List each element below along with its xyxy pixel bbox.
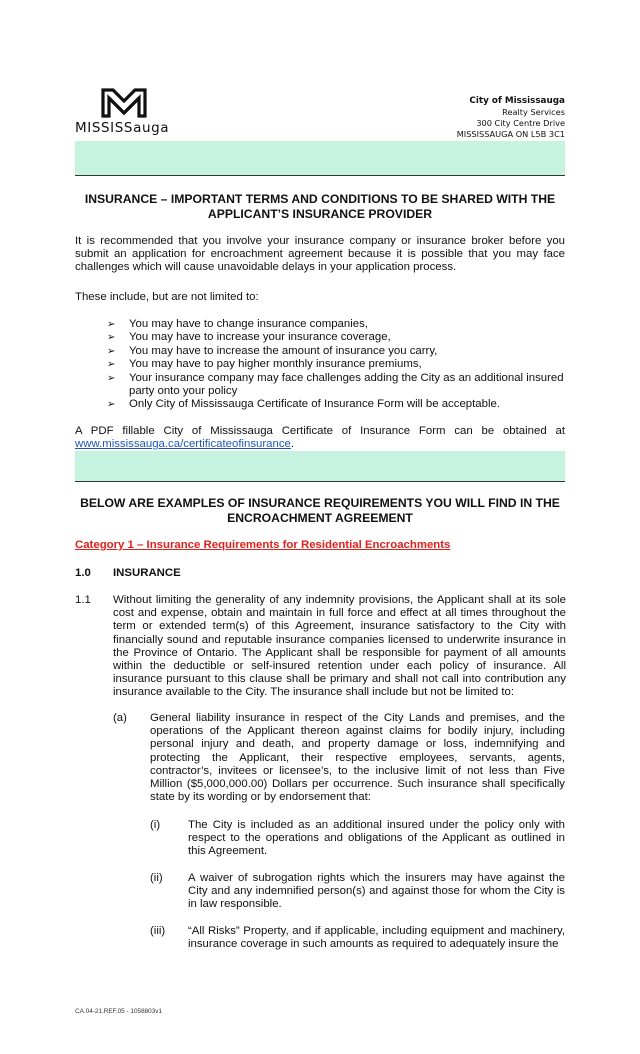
- list-item: ➢ Only City of Mississauga Certificate of Insurance Form will be acceptable.: [107, 398, 500, 411]
- list-item: ➢ You may have to increase the amount of insurance you carry,: [107, 344, 438, 357]
- pdf-form-text: A PDF fillable City of Mississauga Certificate of Insurance Form can be obtained at: [75, 425, 565, 437]
- section-title: INSURANCE: [113, 567, 181, 579]
- examples-heading: BELOW ARE EXAMPLES OF INSURANCE REQUIREMENTS YOU WILL FIND IN THE ENCROACHMENT AGREEMENT: [80, 496, 560, 525]
- item-text: The City is included as an additional insured under the policy only with respect to the operations and obligations of the Applicant as outlined in this Agreement.: [188, 819, 565, 858]
- item-label: (i): [150, 819, 161, 831]
- document-reference: CA.04-21.REF.05 - 1058803v1: [75, 1008, 163, 1015]
- highlight-band-middle: [75, 451, 565, 482]
- city-logo-wordmark: MISSISSauga: [75, 120, 170, 136]
- terms-heading: INSURANCE – IMPORTANT TERMS AND CONDITIONS TO BE SHARED WITH THE APPLICANT’S INSURANCE PROVIDER: [84, 192, 556, 221]
- item-label: (iii): [150, 925, 166, 937]
- address-org: City of Mississauga: [469, 96, 565, 106]
- list-item: ➢ You may have to pay higher monthly insurance premiums,: [107, 358, 422, 371]
- clause-number: 1.1: [75, 594, 91, 606]
- list-item: ➢ You may have to increase your insurance coverage,: [107, 331, 391, 344]
- arrow-bullet-icon: ➢: [107, 345, 116, 357]
- subclause-label: (a): [113, 712, 127, 724]
- arrow-bullet-icon: ➢: [107, 332, 116, 344]
- intro-paragraph: It is recommended that you involve your insurance company or insurance broker before you submit an application for encroachment agreement because it is possible that you may face challenges which will cause unavoidable delays in your application process.: [75, 235, 565, 274]
- highlight-band-top: [75, 141, 565, 176]
- subclause-text: General liability insurance in respect of the City Lands and premises, and the operations of the Applicant thereon against claims for bodily injury, including personal injury and death, and property damage or loss, indemnifying and protecting the Applicant, their respective employees, servants, agents, contractor’s, invitees or licensee’s, to the inclusive limit of not less than Five Million ($5,000,000.00) Dollars per occurrence. Such insurance shall specifically state by its wording or by endorsement that:: [150, 712, 565, 804]
- clause-text: Without limiting the generality of any indemnity provisions, the Applicant shall at its sole cost and expense, obtain and maintain in full force and effect at all times throughout the term or extended term(s) of this Agreement, insurance satisfactory to the City with financially sound and reputable insurance companies licensed to underwrite insurance in the Province of Ontario. The Applicant shall be responsible for payment of all amounts within the deductible or self-insured retention under each policy of insurance. All insurance pursuant to this clause shall be primary and shall not call into contribution any insurance available to the City. The insurance shall include but not be limited to:: [113, 594, 566, 699]
- return-address: [457, 96, 565, 140]
- category-heading: Category 1 – Insurance Requirements for Residential Encroachments: [75, 539, 451, 551]
- challenges-list: [107, 318, 567, 412]
- pdf-form-paragraph: A PDF fillable City of Mississauga Certificate of Insurance Form can be obtained at www.mississauga.ca/certificateofinsurance.: [75, 425, 565, 451]
- address-street: 300 City Centre Drive: [476, 118, 565, 128]
- list-item: ➢ Your insurance company may face challenges adding the City as an additional insured party onto your policy: [107, 371, 564, 398]
- item-text: A waiver of subrogation rights which the insurers may have against the City and any indemnified person(s) and against those for whom the City is in law responsible.: [188, 872, 565, 911]
- section-number: 1.0: [75, 567, 91, 579]
- city-logo: [75, 88, 175, 138]
- arrow-bullet-icon: ➢: [107, 319, 116, 330]
- list-item: ➢ You may have to change insurance companies,: [107, 318, 368, 330]
- address-city: MISSISSAUGA ON L5B 3C1: [456, 129, 565, 139]
- item-text: “All Risks” Property, and if applicable, including equipment and machinery, insurance coverage in such amounts as required to adequately insure the: [188, 925, 565, 951]
- arrow-bullet-icon: ➢: [107, 399, 116, 411]
- include-lead: These include, but are not limited to:: [75, 291, 259, 303]
- arrow-bullet-icon: ➢: [107, 372, 116, 384]
- city-logo-icon: [99, 88, 149, 118]
- address-dept: Realty Services: [502, 107, 565, 117]
- item-label: (ii): [150, 872, 163, 884]
- arrow-bullet-icon: ➢: [107, 359, 116, 371]
- certificate-link[interactable]: www.mississauga.ca/certificateofinsurance: [75, 438, 291, 451]
